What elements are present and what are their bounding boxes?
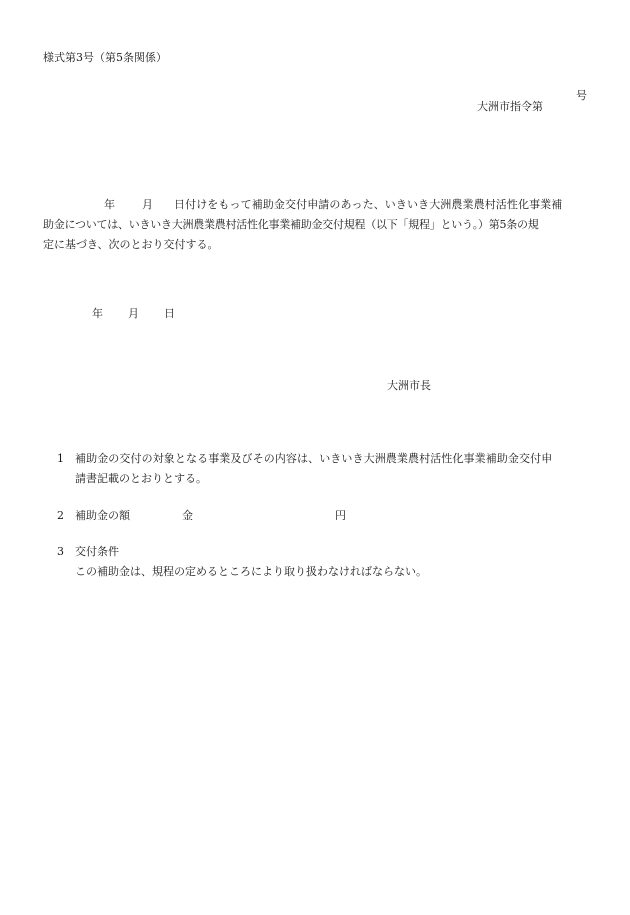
form-label: 様式第3号（第5条関係） [43,51,167,64]
reference-number [470,90,543,112]
body-line-2: 助金については、いきいき大洲農業農村活性化事業補助金交付規程（以下「規程」という。）第5条の規 [43,218,539,231]
item-3-label: 交付条件 [75,545,119,558]
body-year-label: 年 [104,198,115,211]
date-year-label: 年 [92,307,103,320]
date-day-label: 日 [164,307,175,320]
body-month-label: 月 [142,198,153,211]
item-2-yen: 円 [335,509,346,522]
issuer-name: 大洲市長 [387,379,431,392]
item-3-number: 3 [57,545,64,558]
body-line-1: 日付けをもって補助金交付申請のあった、いきいき大洲農業農村活性化事業補 [174,198,563,211]
item-2-number: 2 [57,509,64,522]
item-1-number: 1 [57,452,64,465]
item-3-content: この補助金は、規程の定めるところにより取り扱わなければならない。 [75,565,427,578]
item-2-label: 補助金の額 [75,509,130,522]
item-1-line-1: 補助金の交付の対象となる事業及びその内容は、いきいき大洲農業農村活性化事業補助金交付申 [75,452,553,465]
ref-number-prefix: 大洲市指令第 [477,100,543,113]
item-1-line-2: 請書記載のとおりとする。 [75,472,207,485]
body-line-3: 定に基づき、次のとおり交付する。 [43,238,219,251]
item-2-kin: 金 [182,509,193,522]
date-month-label: 月 [128,307,139,320]
ref-number-suffix: 号 [576,89,587,102]
